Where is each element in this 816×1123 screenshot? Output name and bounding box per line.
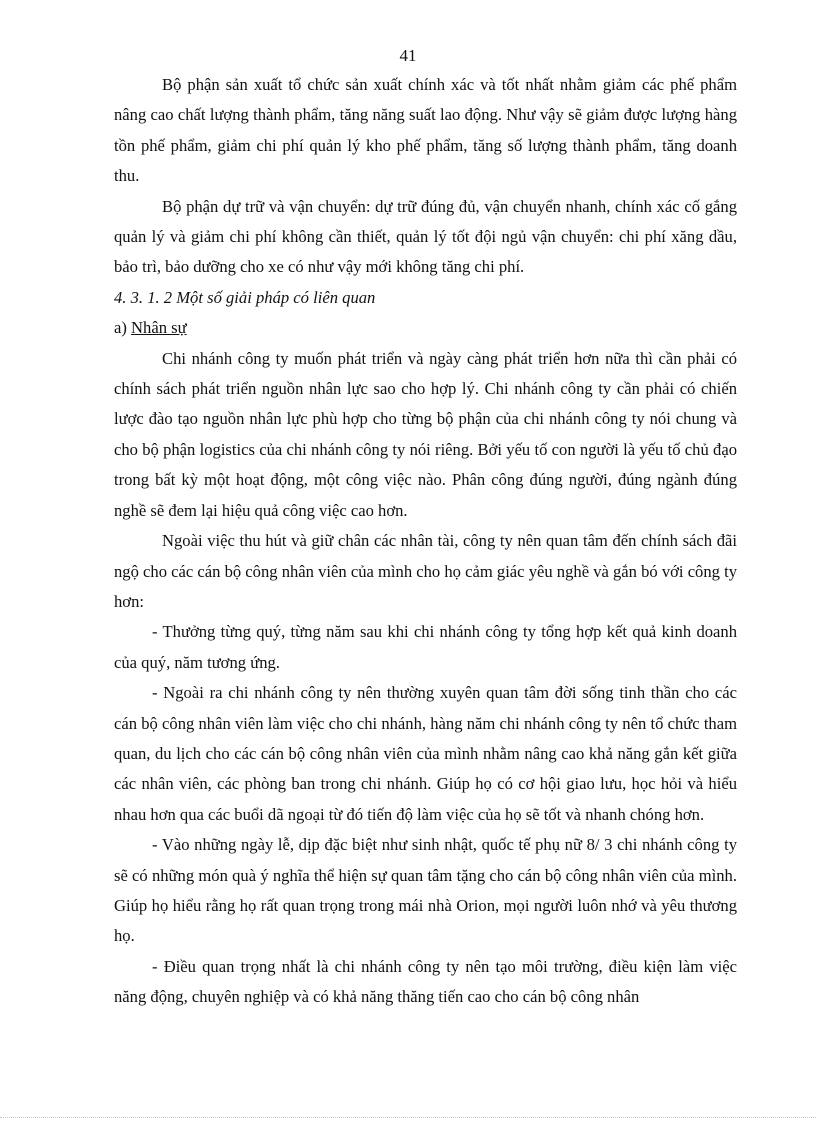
paragraph-storage-transport: Bộ phận dự trữ và vận chuyển: dự trữ đúng đủ, vận chuyển nhanh, chính xác cố gắng quản lý và giảm chi phí không cần thiết, quản lý tốt đội ngủ vận chuyển: chi phí xăng dầu, bảo trì, bảo dưỡng cho xe có như vậy mới không tăng chi phí.: [114, 196, 737, 277]
sub-heading-label: Nhân sự: [131, 318, 187, 338]
list-item-gifts: - Vào những ngày lễ, dịp đặc biệt như sinh nhật, quốc tế phụ nữ 8/ 3 chi nhánh công ty sẽ có những món quà ý nghĩa thể hiện sự quan tâm tặng cho cán bộ công nhân viên của mình. Giúp họ hiểu rằng họ rất quan trọng trong mái nhà Orion, mọi người luôn nhớ và yêu thương họ.: [114, 835, 737, 946]
paragraph-production: Bộ phận sản xuất tổ chức sản xuất chính xác và tốt nhất nhằm giảm các phế phẩm nâng cao chất lượng thành phẩm, tăng năng suất lao động. Như vậy sẽ giảm được lượng hàng tồn phế phẩm, giảm chi phí quản lý kho phế phẩm, tăng số lượng thành phẩm, tăng doanh thu.: [114, 75, 737, 186]
list-item-environment: - Điều quan trọng nhất là chi nhánh công ty nên tạo môi trường, điều kiện làm việc năng động, chuyên nghiệp và có khả năng thăng tiến cao cho cán bộ công nhân: [114, 956, 737, 1007]
sub-heading-prefix: a): [114, 318, 132, 338]
list-item-bonus: - Thưởng từng quý, từng năm sau khi chi nhánh công ty tổng hợp kết quả kinh doanh của quý, năm tương ứng.: [114, 622, 737, 672]
list-item-activities: - Ngoài ra chi nhánh công ty nên thường xuyên quan tâm đời sống tinh thần cho các cán bộ công nhân viên làm việc cho chi nhánh, hàng năm chi nhánh công ty nên tổ chức tham quan, du lịch cho các cán bộ công nhân viên của mình nhằm nâng cao khả năng gắn kết giữa các nhân viên, các phòng ban trong chi nhánh. Giúp họ có cơ hội giao lưu, học hỏi và hiểu nhau hơn qua các buổi dã ngoại từ đó tiến độ làm việc của họ sẽ tốt và nhanh chóng hơn.: [114, 683, 737, 824]
sub-heading: [114, 313, 737, 343]
document-body: [114, 70, 737, 1013]
paragraph-hr-strategy: Chi nhánh công ty muốn phát triển và ngày càng phát triển hơn nữa thì cần phải có chính sách phát triển nguồn nhân lực sao cho hợp lý. Chi nhánh công ty cần phải có chiến lược đào tạo nguồn nhân lực phù hợp cho từng bộ phận của chi nhánh công ty nói chung và cho bộ phận logistics của chi nhánh công ty nói riêng. Bởi yếu tố con người là yếu tố chủ đạo trong bất kỳ một hoạt động, một công việc nào. Phân công đúng người, đúng ngành đúng nghề sẽ đem lại hiệu quả công việc cao hơn.: [114, 348, 737, 520]
paragraph-hr-policy: Ngoài việc thu hút và giữ chân các nhân tài, công ty nên quan tâm đến chính sách đãi ngộ cho các cán bộ công nhân viên của mình cho họ cảm giác yêu nghề và gắn bó với công ty hơn:: [114, 531, 738, 611]
page-number: 41: [399, 46, 417, 65]
section-heading: 4. 3. 1. 2 Một số giải pháp có liên quan: [114, 287, 376, 307]
page-bottom-divider: [0, 1117, 816, 1118]
